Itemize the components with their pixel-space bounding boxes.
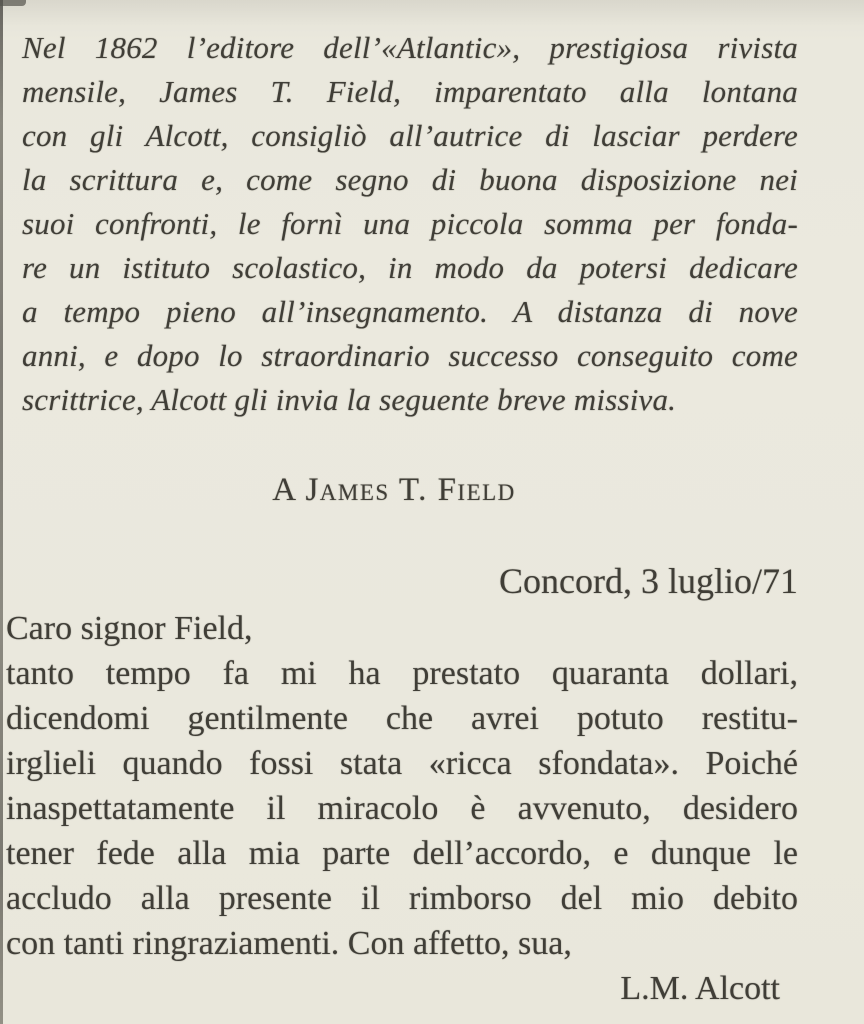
letter-salutation: Caro signor Field, xyxy=(6,610,253,647)
intro-line: Nel 1862 l’editore dell’«Atlantic», prestigiosa rivista xyxy=(22,30,798,65)
intro-line: scrittrice, Alcott gli invia la seguente breve missiva. xyxy=(22,382,677,417)
letter-line: accludo alla presente il rimborso del mio debito xyxy=(6,880,798,917)
scan-corner-artifact xyxy=(0,0,26,6)
scan-top-shade-artifact xyxy=(0,0,864,26)
intro-line: con gli Alcott, consigliò all’autrice di lasciar perdere xyxy=(22,118,798,153)
editorial-intro-paragraph xyxy=(22,26,798,422)
intro-line: suoi confronti, le fornì una piccola somma per fonda- xyxy=(22,206,798,241)
letter-line: dicendomi gentilmente che avrei potuto restitu- xyxy=(6,700,798,737)
intro-line: mensile, James T. Field, imparentato alla lontana xyxy=(22,74,798,109)
letter-signature: L.M. Alcott xyxy=(620,970,780,1007)
letter-dateline: Concord, 3 luglio/71 xyxy=(499,561,798,601)
letter-line: tener fede alla mia parte dell’accordo, e dunque le xyxy=(6,835,798,872)
letter-body xyxy=(6,606,798,1011)
letter-line: con tanti ringraziamenti. Con affetto, sua, xyxy=(6,925,572,962)
intro-line: a tempo pieno all’insegnamento. A distanza di nove xyxy=(22,294,798,329)
letter-heading: A James T. Field xyxy=(272,472,516,508)
intro-line: re un istituto scolastico, in modo da potersi dedicare xyxy=(22,250,798,285)
letter-line: tanto tempo fa mi ha prestato quaranta dollari, xyxy=(6,655,798,692)
intro-line: anni, e dopo lo straordinario successo conseguito come xyxy=(22,338,798,373)
scan-left-edge-artifact xyxy=(0,0,3,1024)
letter-line: inaspettatamente il miracolo è avvenuto, desidero xyxy=(6,790,798,827)
intro-line: la scrittura e, come segno di buona disposizione nei xyxy=(22,162,798,197)
letter-line: irglieli quando fossi stata «ricca sfondata». Poiché xyxy=(6,745,798,782)
